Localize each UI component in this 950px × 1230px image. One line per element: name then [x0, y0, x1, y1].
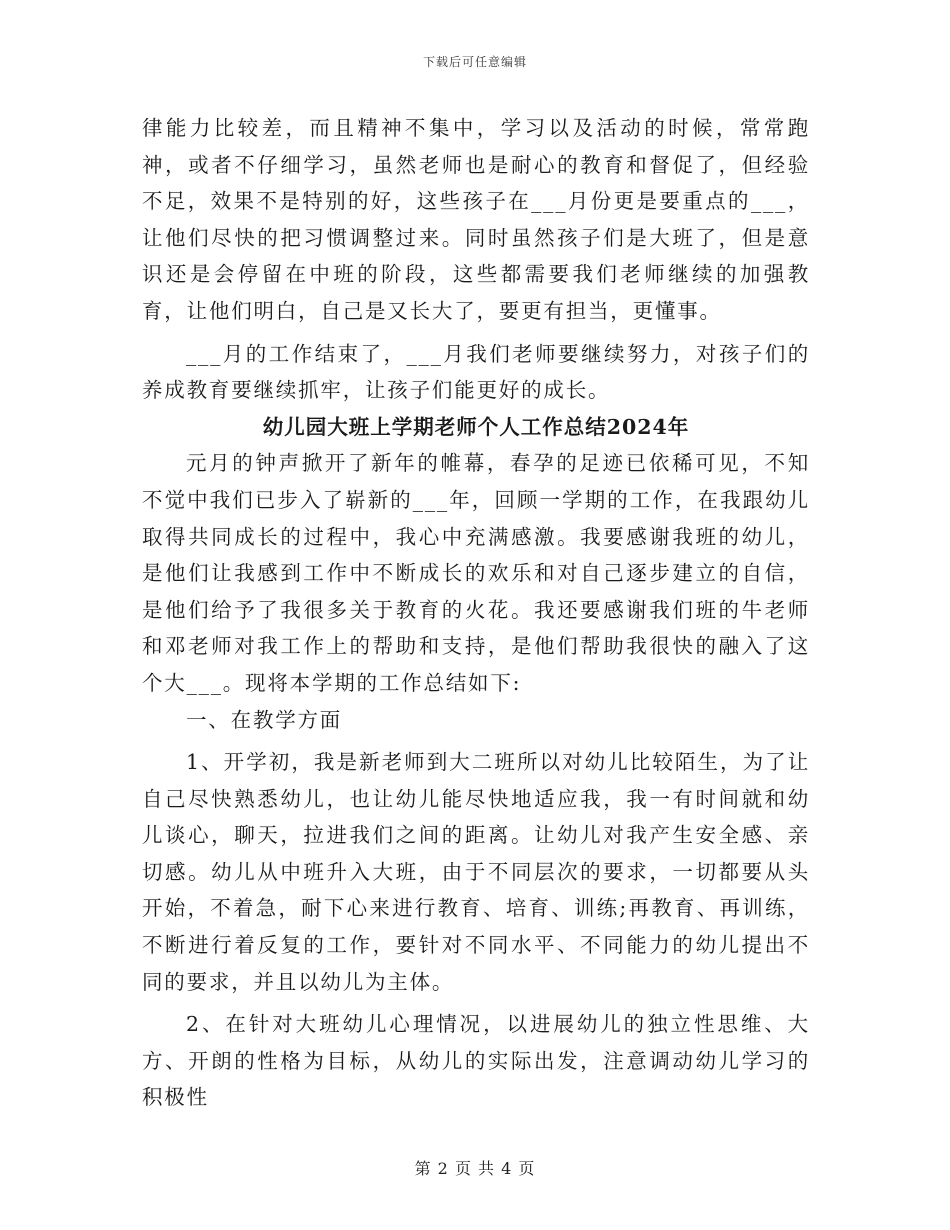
document-body — [142, 110, 810, 1116]
paragraph-continued: 律能力比较差，而且精神不集中，学习以及活动的时候，常常跑神，或者不仔细学习，虽然老师也是耐心的教育和督促了，但经验不足，效果不是特别的好，这些孩子在___月份更是要重点的___，让他们尽快的把习惯调整过来。同时虽然孩子们是大班了，但是意识还是会停留在中班的阶段，这些都需要我们老师继续的加强教育，让他们明白，自己是又长大了，要更有担当，更懂事。 — [142, 116, 810, 323]
paragraph-item-2: 2、在针对大班幼儿心理情况，以进展幼儿的独立性思维、大方、开朗的性格为目标，从幼儿的实际出发，注意调动幼儿学习的积极性 — [142, 1012, 810, 1110]
subheading-teaching: 一、在教学方面 — [186, 707, 343, 732]
paragraph-item-1: 1、开学初，我是新老师到大二班所以对幼儿比较陌生，为了让自己尽快熟悉幼儿，也让幼儿能尽快地适应我，我一有时间就和幼儿谈心，聊天，拉进我们之间的距离。让幼儿对我产生安全感、亲切感。幼儿从中班升入大班，由于不同层次的要求，一切都要从头开始，不着急，耐下心来进行教育、培育、训练;再教育、再训练，不断进行着反复的工作，要针对不同水平、不同能力的幼儿提出不同的要求，并且以幼儿为主体。 — [142, 750, 810, 994]
header-note: 下载后可任意编辑 — [422, 55, 527, 69]
section-title: 幼儿园大班上学期老师个人工作总结2024年 — [262, 414, 690, 439]
paragraph-month-summary: ___月的工作结束了，___月我们老师要继续努力，对孩子们的养成教育要继续抓牢，让孩子们能更好的成长。 — [142, 341, 810, 403]
page-number: 第 2 页 共 4 页 — [414, 1159, 536, 1178]
paragraph-intro: 元月的钟声掀开了新年的帷幕，春孕的足迹已依稀可见，不知不觉中我们已步入了崭新的___年，回顾一学期的工作，在我跟幼儿取得共同成长的过程中，我心中充满感激。我要感谢我班的幼儿，是他们让我感到工作中不断成长的欢乐和对自己逐步建立的自信，是他们给予了我很多关于教育的火花。我还要感谢我们班的牛老师和邓老师对我工作上的帮助和支持，是他们帮助我很快的融入了这个大___。现将本学期的工作总结如下: — [142, 451, 810, 695]
